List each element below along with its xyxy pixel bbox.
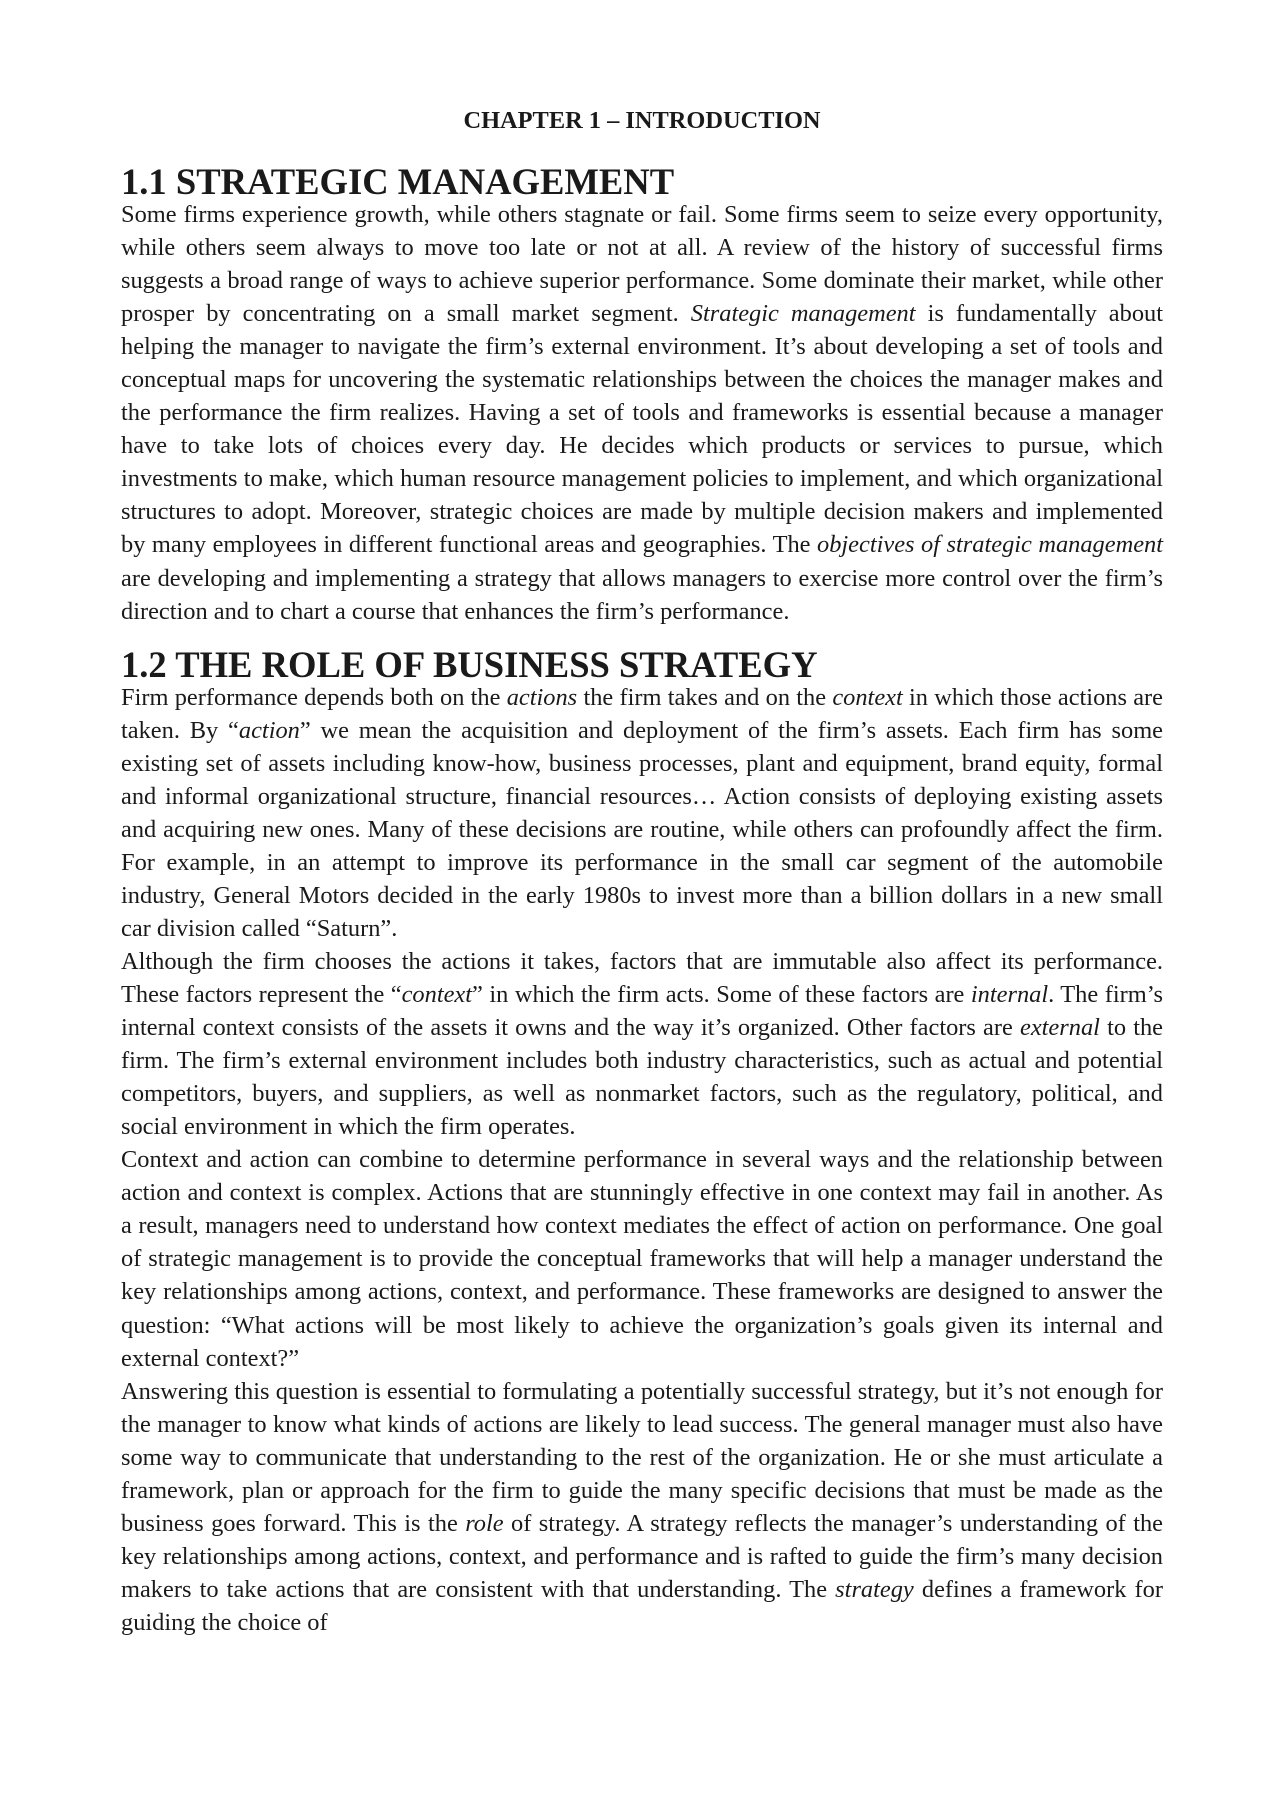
paragraph [121,1375,1163,1639]
chapter-title: CHAPTER 1 – INTRODUCTION [463,107,821,134]
emphasis-text: role [465,1509,504,1537]
text-run: of strategy. A strategy reflects the manager’s understanding of the key relationships among actions, context, and performance and is rafted to guide the firm’s many decision makers to take actions that are consistent with that understanding. The [121,1509,1163,1603]
paragraph [121,681,1163,945]
text-run: defines a framework for guiding the choice of [121,1575,1163,1636]
text-run: are developing and implementing a strategy that allows managers to exercise more control over the firm’s direction and to chart a course that enhances the firm’s performance. [121,564,1163,625]
text-run: . The firm’s internal context consists of the assets it owns and the way it’s organized. Other factors are [121,981,1163,1042]
text-run: Context and action can combine to determine performance in several ways and the relationship between action and context is complex. Actions that are stunningly effective in one context may fail in another. As a result, managers need to understand how context mediates the effect of action on performance. One goal of strategic management is to provide the conceptual frameworks that will help a manager understand the key relationships among actions, context, and performance. These frameworks are designed to answer the question: “What actions will be most likely to achieve the organization’s goals given its internal and external context?” [121,1146,1163,1372]
section-role-of-business-strategy [121,643,1163,1639]
text-run: is fundamentally about helping the manager to navigate the firm’s external environment. It’s about developing a set of tools and conceptual maps for uncovering the systematic relationships between the choices the manager makes and the performance the firm realizes. Having a set of tools and frameworks is essential because a manager have to take lots of choices every day. He decides which products or services to pursue, which investments to make, which human resource management policies to implement, and which organizational structures to adopt. Moreover, strategic choices are made by multiple decision makers and implemented by many employees in different functional areas and geographies. The [121,300,1163,559]
document-page [121,104,1163,1639]
section-heading: 1.2 THE ROLE OF BUSINESS STRATEGY [121,643,818,685]
emphasis-text: context [401,981,473,1009]
text-run: Firm performance depends both on the [121,683,507,711]
emphasis-text: external [1020,1014,1100,1042]
emphasis-text: action [238,716,300,744]
text-run: to the firm. The firm’s external environment includes both industry characteristics, such as actual and potential competitors, buyers, and suppliers, as well as nonmarket factors, such as the regulatory, political, and social environment in which the firm operates. [121,1014,1163,1141]
text-run: Some firms experience growth, while others stagnate or fail. Some firms seem to seize every opportunity, while others seem always to move too late or not at all. A review of the history of successful firms suggests a broad range of ways to achieve superior performance. Some dominate their market, while other prosper by concentrating on a small market segment. [121,201,1163,328]
text-run: Although the firm chooses the actions it takes, factors that are immutable also affect its performance. These factors represent the “ [121,947,1163,1009]
section-heading: 1.1 STRATEGIC MANAGEMENT [121,161,675,202]
text-run: the firm takes and on the [577,683,833,711]
emphasis-text: strategy [835,1575,914,1603]
emphasis-text: actions [506,683,578,711]
paragraph [121,945,1163,1143]
emphasis-text: context [832,683,903,711]
paragraph [121,198,1163,628]
section-strategic-management [121,161,1163,628]
emphasis-text: objectives of strategic management [817,531,1163,559]
text-run: ” in which the firm acts. Some of these factors are [472,981,971,1009]
text-run: Answering this question is essential to formulating a potentially successful strategy, but it’s not enough for the manager to know what kinds of actions are likely to lead success. The general manager must also have some way to communicate that understanding to the rest of the organization. He or she must articulate a framework, plan or approach for the firm to guide the many specific decisions that must be made as the business goes forward. This is the [121,1377,1163,1537]
text-run: in which those actions are taken. By “ [121,683,1163,744]
text-run: ” we mean the acquisition and deployment of the firm’s assets. Each firm has some existing set of assets including know-how, business processes, plant and equipment, brand equity, formal and informal organizational structure, financial resources… Action consists of deploying existing assets and acquiring new ones. Many of these decisions are routine, while others can profoundly affect the firm. For example, in an attempt to improve its performance in the small car segment of the automobile industry, General Motors decided in the early 1980s to invest more than a billion dollars in a new small car division called “Saturn”. [121,716,1163,942]
paragraph [121,1143,1163,1374]
emphasis-text: Strategic management [690,300,916,328]
emphasis-text: internal [970,981,1049,1009]
